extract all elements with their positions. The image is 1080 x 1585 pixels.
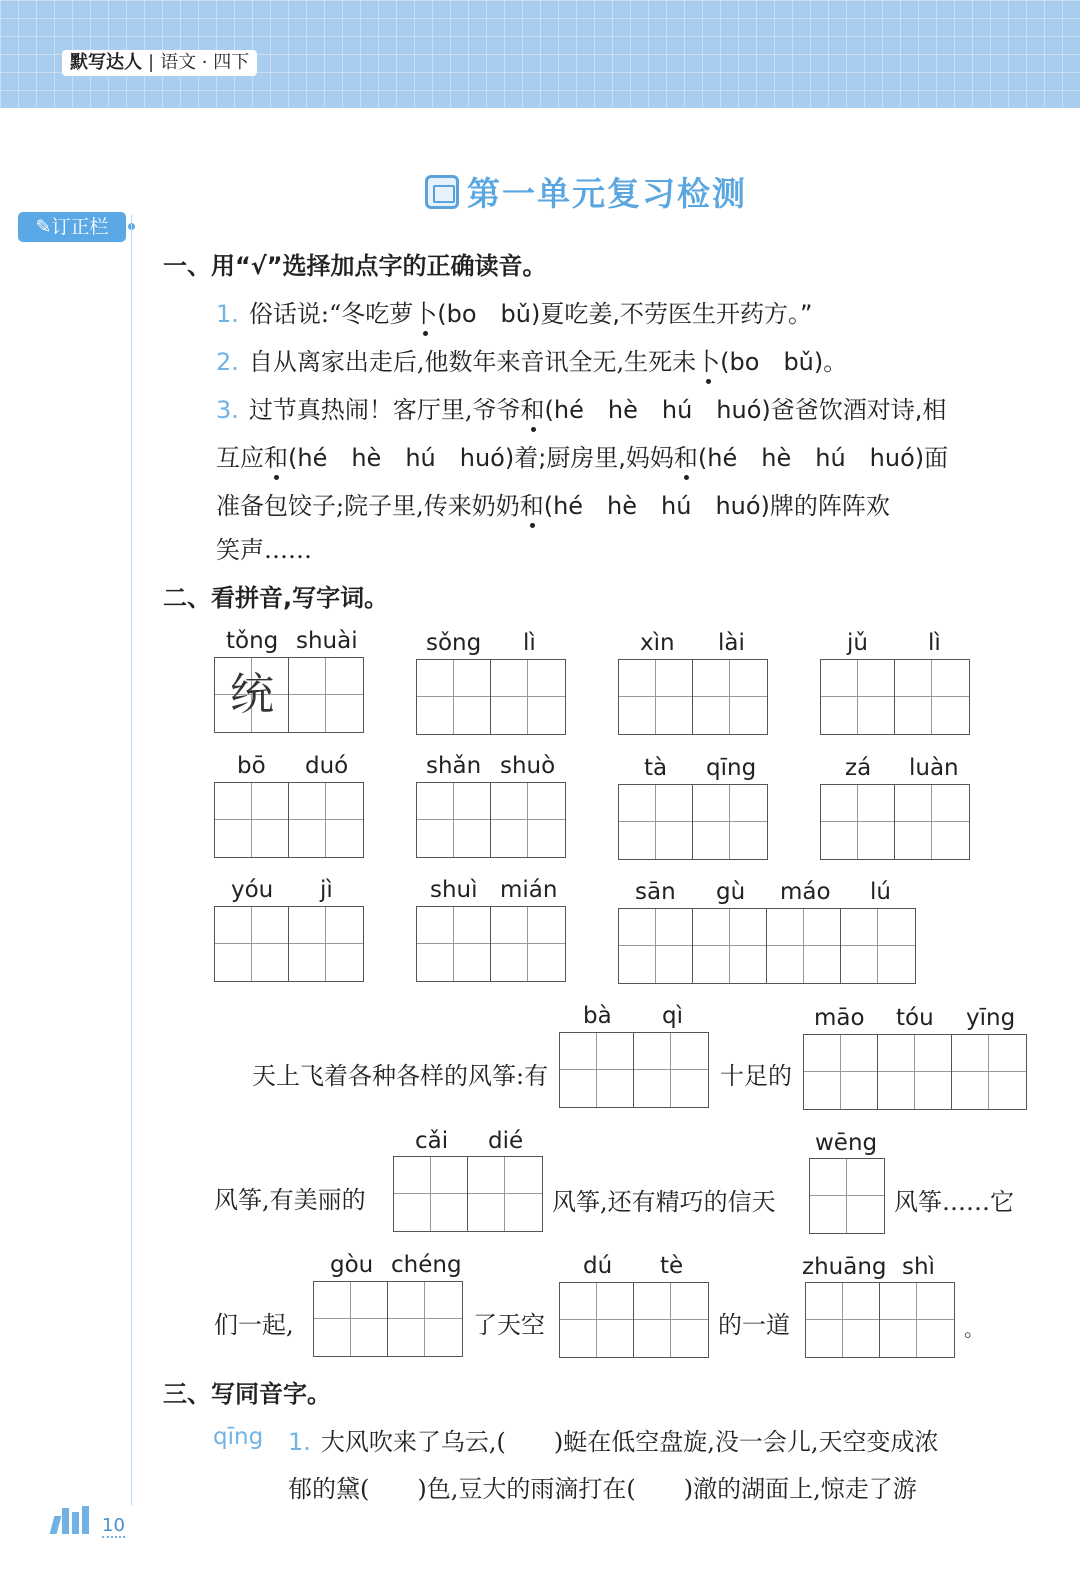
pinyin: yóu (231, 877, 274, 903)
write-grid-dute[interactable] (559, 1282, 709, 1358)
char-box[interactable] (767, 909, 841, 983)
passage-text: 们一起, (214, 1311, 294, 1339)
s3-text: 大风吹来了乌云,( )蜓在低空盘旋,没一会儿,天空变成浓 (320, 1428, 939, 1456)
char-box[interactable] (619, 660, 693, 734)
pinyin: sǒng (426, 630, 482, 656)
s3-line2: 郁的黛( )色,豆大的雨滴打在( )澈的湖面上,惊走了游 (288, 1475, 917, 1503)
brand-label (62, 50, 257, 76)
pinyin: tóu (896, 1005, 934, 1031)
pinyin: xìn (640, 630, 675, 656)
char-box[interactable] (952, 1035, 1026, 1109)
write-grid-zhuangshi[interactable] (805, 1282, 955, 1358)
passage-text: 了天空 (473, 1311, 545, 1339)
char-box[interactable] (468, 1157, 542, 1231)
pinyin: tè (660, 1253, 684, 1279)
s1-q3-line1 (216, 390, 946, 425)
pinyin: dié (488, 1128, 524, 1154)
q3-l2-text-c: (hé hè hú huó)面 (697, 444, 949, 472)
char-box[interactable] (821, 785, 895, 859)
pinyin: cǎi (415, 1128, 449, 1154)
pinyin: tà (644, 755, 668, 781)
q1-dotted-char: 卜 (413, 300, 438, 328)
pinyin: jǔ (847, 630, 868, 656)
q2-dotted-char: 卜 (696, 348, 721, 376)
char-box[interactable] (806, 1283, 880, 1357)
q2-text-b: (bo bǔ)。 (720, 348, 848, 376)
s1-q3-line3 (216, 486, 890, 521)
pinyin: dú (583, 1253, 613, 1279)
write-grid-goucheng[interactable] (313, 1281, 463, 1357)
brand-separator: | (148, 52, 155, 73)
pinyin: lì (928, 630, 941, 656)
pinyin: shì (902, 1254, 935, 1280)
pinyin: shǎn (426, 753, 482, 779)
pinyin: gù (716, 879, 746, 905)
q1-text-b: (bo bǔ)夏吃姜,不劳医生开药方。” (437, 300, 813, 328)
passage-text: 十足的 (720, 1062, 792, 1090)
pinyin: wēng (815, 1130, 878, 1156)
char-box[interactable] (417, 907, 491, 981)
char-box[interactable] (693, 909, 767, 983)
pinyin: tǒng (226, 628, 279, 654)
char-box[interactable] (895, 660, 969, 734)
page-title (425, 168, 747, 215)
pinyin: zá (845, 755, 872, 781)
pinyin: lì (523, 630, 536, 656)
write-grid-maotouying[interactable] (803, 1034, 1027, 1110)
pinyin: duó (305, 753, 349, 779)
q3-dotted-char-1: 和 (520, 396, 545, 424)
char-box[interactable] (634, 1283, 708, 1357)
char-box[interactable] (491, 660, 565, 734)
char-box[interactable] (215, 658, 289, 732)
pinyin: bō (237, 753, 266, 779)
char-box[interactable] (841, 909, 915, 983)
passage-period: 。 (964, 1317, 984, 1341)
passage-text: 风筝……它 (894, 1188, 1014, 1216)
q3-l2-text-a: 互应 (216, 444, 264, 472)
char-box[interactable] (215, 907, 289, 981)
q3-dotted-char-3: 和 (673, 444, 698, 472)
passage-text: 风筝,有美丽的 (214, 1186, 366, 1214)
pinyin: shuò (500, 753, 556, 779)
brand-name: 默写达人 (70, 52, 142, 73)
char-box[interactable] (289, 783, 363, 857)
q3-text-b: (hé hè hú huó)爸爸饮酒对诗,相 (544, 396, 947, 424)
char-box[interactable] (215, 783, 289, 857)
write-grid-baqi[interactable] (559, 1032, 709, 1108)
q1-text-a: 俗话说:“冬吃萝 (248, 300, 414, 328)
q2-text-a: 自从离家出走后,他数年来音讯全无,生死未 (248, 348, 697, 376)
char-box[interactable] (804, 1035, 878, 1109)
pinyin: lài (718, 630, 745, 656)
q3-dotted-char-2: 和 (264, 444, 288, 472)
char-box[interactable] (314, 1282, 388, 1356)
char-box[interactable] (693, 785, 767, 859)
pinyin: máo (780, 879, 831, 905)
page-title-text: 第一单元复习检测 (467, 174, 747, 213)
pinyin: shuì (430, 877, 478, 903)
char-box[interactable] (895, 785, 969, 859)
pinyin: bà (583, 1003, 612, 1029)
write-grid-sangumaolu[interactable] (618, 908, 916, 984)
q3-text-a: 过节真热闹！客厅里,爷爷 (248, 396, 521, 424)
pinyin: chéng (391, 1252, 462, 1278)
pinyin: māo (814, 1005, 865, 1031)
write-grid-taqing[interactable] (618, 784, 768, 860)
write-grid-shanshuo[interactable] (416, 782, 566, 858)
char-box[interactable] (289, 658, 363, 732)
write-grid-youji[interactable] (214, 906, 364, 982)
section3-pinyin: qīng (213, 1424, 264, 1450)
write-grid-caidie[interactable] (393, 1156, 543, 1232)
pinyin: lú (870, 879, 891, 905)
q3-number: 3. (216, 396, 239, 424)
s1-q3-line2 (216, 438, 948, 473)
pinyin: luàn (909, 755, 959, 781)
char-box[interactable] (880, 1283, 954, 1357)
brand-subject: 语文 · 四下 (160, 52, 250, 73)
pinyin: mián (500, 877, 558, 903)
s1-q1 (216, 294, 812, 329)
char-box[interactable] (417, 660, 491, 734)
write-grid-juli[interactable] (820, 659, 970, 735)
write-grid-shuimian[interactable] (416, 906, 566, 982)
write-grid-boduo[interactable] (214, 782, 364, 858)
section3-heading: 三、写同音字。 (163, 1380, 331, 1408)
pinyin: qīng (706, 755, 757, 781)
s3-number: 1. (288, 1428, 311, 1456)
passage-text: 的一道 (718, 1311, 790, 1339)
q1-number: 1. (216, 300, 239, 328)
char-box[interactable] (394, 1157, 468, 1231)
page-number: 10 (102, 1515, 125, 1536)
header-band (0, 0, 1080, 108)
q3-dotted-char-4: 和 (519, 492, 544, 520)
pinyin: jì (320, 877, 333, 903)
char-box[interactable] (634, 1033, 708, 1107)
books-icon (52, 1506, 90, 1538)
q3-l2-text-b: (hé hè hú huó)着;厨房里,妈妈 (288, 444, 674, 472)
s1-q2 (216, 342, 847, 377)
char-box[interactable] (619, 909, 693, 983)
s3-line1 (288, 1422, 939, 1457)
write-grid-tongshuai[interactable] (214, 657, 364, 733)
pinyin: yīng (966, 1005, 1016, 1031)
write-grid-weng[interactable] (809, 1158, 885, 1234)
char-box[interactable] (878, 1035, 952, 1109)
section2-heading: 二、看拼音,写字词。 (163, 584, 389, 612)
sample-char: 统 (230, 669, 274, 720)
char-box[interactable] (491, 783, 565, 857)
section1-heading: 一、用“√”选择加点字的正确读音。 (163, 252, 547, 280)
pinyin: qì (662, 1003, 683, 1029)
pinyin: shuài (296, 628, 358, 654)
q3-l3-text-b: (hé hè hú huó)牌的阵阵欢 (543, 492, 890, 520)
char-box[interactable] (693, 660, 767, 734)
write-grid-songli[interactable] (416, 659, 566, 735)
char-box[interactable] (821, 660, 895, 734)
char-box[interactable] (619, 785, 693, 859)
char-box[interactable] (388, 1282, 462, 1356)
margin-line (131, 215, 132, 1505)
q2-number: 2. (216, 348, 239, 376)
char-box[interactable] (810, 1159, 884, 1233)
q3-l3-text-a: 准备包饺子;院子里,传来奶奶 (216, 492, 520, 520)
passage-text: 天上飞着各种各样的风筝:有 (252, 1062, 549, 1090)
char-box[interactable] (289, 907, 363, 981)
pinyin: sān (635, 879, 676, 905)
pinyin: gòu (330, 1252, 374, 1278)
passage-text: 风筝,还有精巧的信天 (552, 1188, 776, 1216)
write-grid-zaluan[interactable] (820, 784, 970, 860)
char-box[interactable] (417, 783, 491, 857)
char-box[interactable] (491, 907, 565, 981)
s1-q3-line4: 笑声…… (216, 536, 312, 564)
book-icon (425, 175, 459, 209)
char-box[interactable] (560, 1033, 634, 1107)
correction-tab: ✎订正栏 (18, 212, 126, 242)
write-grid-xinlai[interactable] (618, 659, 768, 735)
pinyin: zhuāng (802, 1254, 887, 1280)
char-box[interactable] (560, 1283, 634, 1357)
